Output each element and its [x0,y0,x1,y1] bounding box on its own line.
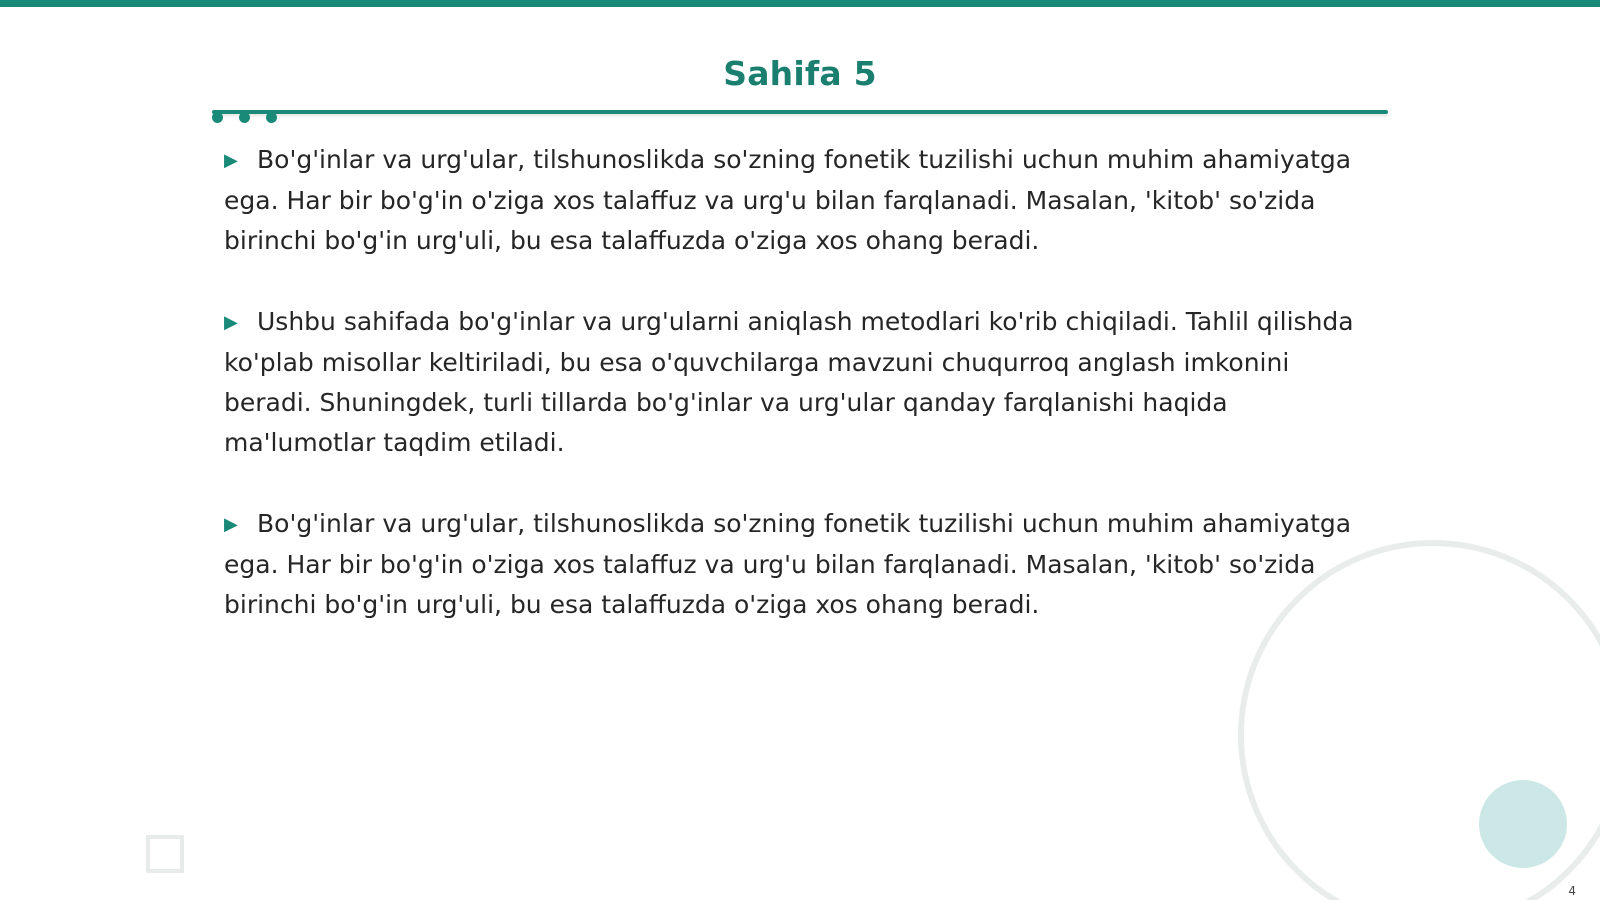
bullet-text: Bo'g'inlar va urg'ular, tilshunoslikda so'zning fonetik tuzilishi uchun muhim ahamiyatga ega. Har bir bo'g'in o'ziga xos talaffuz va urg'u bilan farqlanadi. Masalan, 'kitob' so'zida birinchi bo'g'in urg'uli, bu esa talaffuzda o'ziga xos ohang beradi. [224,509,1352,619]
decorative-dot [266,112,277,123]
top-accent-bar [0,0,1600,7]
slide-title: Sahifa 5 [723,54,877,93]
bullet-paragraph [224,302,1374,463]
bullet-paragraph [224,140,1374,261]
page-number: 4 [1568,884,1576,898]
bullet-text: Ushbu sahifada bo'g'inlar va urg'ularni aniqlash metodlari ko'rib chiqiladi. Tahlil qilishda ko'plab misollar keltiriladi, bu esa o'quvchilarga mavzuni chuqurroq anglash imkonini beradi. Shuningdek, turli tillarda bo'g'inlar va urg'ular qanday farqlanishi haqida ma'lumotlar taqdim etiladi. [224,307,1354,457]
bullet-text: Bo'g'inlar va urg'ular, tilshunoslikda so'zning fonetik tuzilishi uchun muhim ahamiyatga ega. Har bir bo'g'in o'ziga xos talaffuz va urg'u bilan farqlanadi. Masalan, 'kitob' so'zida birinchi bo'g'in urg'uli, bu esa talaffuzda o'ziga xos ohang beradi. [224,145,1352,255]
decorative-dot [212,112,223,123]
title-underline [212,110,1388,114]
triangle-right-icon: ▶ [224,150,238,171]
decorative-dot [239,112,250,123]
triangle-right-icon: ▶ [224,514,238,535]
decorative-square [146,835,184,873]
bullet-paragraph [224,504,1374,625]
triangle-right-icon: ▶ [224,312,238,333]
bullet-list [224,140,1374,666]
decorative-circle [1479,780,1567,868]
